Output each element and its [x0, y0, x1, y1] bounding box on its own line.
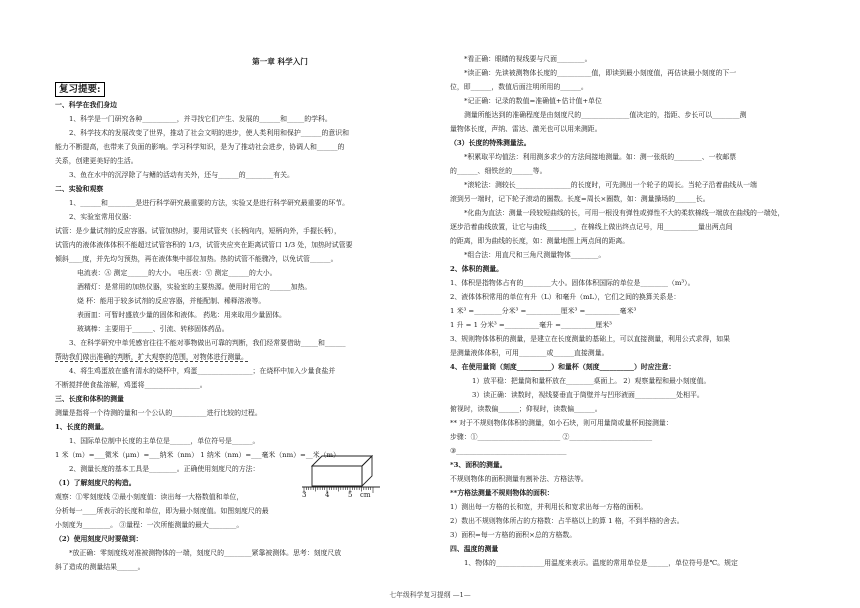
- text-line: 的距离，即为曲线的长度，如：测量地图上两点间的距离。: [450, 237, 630, 245]
- text-line: *滚轮法：测较长________________的长度时，可先测出一个轮子的周长。当轮子沿着曲线从一端: [464, 181, 757, 189]
- text-line: 关系，创建更美好的生活。: [55, 157, 138, 165]
- text-line: 试管：是少量试剂的反应容器。试管加热时，要用试管夹（长柄向内，短柄向外，手握长柄），: [55, 227, 341, 235]
- text-line: 烧 杯：能用于较多试剂的反应容器，并能配制、稀释溶液等。: [77, 297, 266, 305]
- text-line: 步骤：①________________________ ②________________________: [450, 433, 653, 441]
- text-line: 试管内的液体液体体积不能超过试管容积的 1/3，试管夹应夹在距离试管口 1/3 处，加热时试管要: [55, 241, 353, 249]
- text-line: 位，即______，数值后面注明所用的______。: [450, 83, 588, 91]
- review-heading: 复习提要:: [55, 82, 105, 97]
- section-heading: 2、体积的测量。: [450, 265, 504, 273]
- text-line: 2、科学技术的发展改变了世界，推动了社会文明的进步，使人类利用和保护______的意识和: [69, 129, 350, 137]
- text-line: 2、实验室常用仪器：: [69, 213, 136, 221]
- text-line: 不规则物体的面积测量有割补法、方格法等。: [450, 475, 588, 483]
- text-line: 不断搅拌使食盐溶解，鸡蛋将________________。: [55, 381, 207, 389]
- text-line: 3）读正确：读数时，视线要垂直于筒壁并与凹形液面____________处相平。: [472, 391, 704, 399]
- text-line: *看正确：眼睛的视线要与尺面________。: [464, 55, 592, 63]
- section-heading: 1、长度的测量。: [55, 423, 109, 431]
- text-line: 测量是指将一个待测的量和一个公认的__________进行比较的过程。: [55, 409, 262, 417]
- section-heading: **方格法测量不规则物体的面积：: [450, 489, 554, 497]
- ruler-diagram: [298, 450, 382, 500]
- left-lines: [55, 98, 440, 574]
- text-line: ** 对于不规则物体体积的测量，如小石块，则可用量筒或量杯间接测量：: [450, 419, 673, 427]
- text-line: 1 升 = 1 分米³ =__________毫升 =__________厘米³: [450, 321, 612, 329]
- text-line: 4、将生鸡蛋放在盛有清水的烧杯中，鸡蛋________________；在烧杯中加入少量食盐并: [69, 367, 336, 375]
- section-heading: 二、实验和观察: [55, 185, 104, 193]
- text-line: 3、在科学研究中单凭感官往往不能对事物做出可靠的判断，我们经常要借助_____和______: [69, 339, 346, 347]
- text-line: 的______、细铁丝的______等。: [450, 167, 547, 175]
- left-column: [55, 52, 440, 574]
- text-line: 观察：①零刻度线 ②最小刻度值：读出每一大格数值和单位，: [55, 493, 244, 501]
- text-line: 能力不断提高，也带来了负面的影响。学习科学知识，是为了推动社会进步，协调人和______的: [55, 143, 345, 151]
- text-line: 2）数出不规则物体所占的方格数：占半格以上的算 1 格，不到半格的舍去。: [450, 517, 684, 525]
- text-line: 斜了造成的测量结果______。: [55, 563, 145, 571]
- right-lines: [450, 52, 830, 570]
- ruler-label-5: 5: [348, 491, 353, 499]
- text-line: 1、体积是指物体占有的________大小。固体体积国际的单位是________（m³）。: [450, 279, 695, 287]
- text-line: 1 米（m）=___微米（μm）=___纳米（nm） 1 纳米（nm）=___毫米（nm）=__米（m）: [55, 451, 340, 459]
- section-heading: 四、温度的测量: [450, 545, 499, 553]
- text-line: 小刻度为________。 ③量程：一次所能测量的最大________。: [55, 521, 244, 529]
- section-heading: 三、长度和体积的测量: [55, 395, 124, 403]
- text-line: 测量所能达到的准确程度是由刻度尺的______________值决定的，指距、步长可以________测: [464, 111, 747, 119]
- text-line: *放正确：零刻度线对准被测物体的一端，刻度尺的________紧靠被测体。思考：刻度尺放: [69, 549, 342, 557]
- text-line: 1、______和________是进行科学研究最重要的方法，实验又是进行科学研究最重要的环节。: [69, 199, 350, 207]
- text-line: 玻璃棒：主要用于______、引流、转移固体药品。: [77, 325, 229, 333]
- text-line: 3、规则物体体积的测量，是建立在长度测量的基础上，可以直接测量，利用公式求得，如果: [450, 335, 731, 343]
- text-line: ③________________________________: [450, 447, 567, 455]
- section-heading: 4、在使用量筒（刻度__________）和量杯（刻度__________）时应注意：: [450, 363, 676, 371]
- text-line: 电流表：Ⓐ 测定______的大小。 电压表：Ⓥ 测定______的大小。: [77, 269, 277, 277]
- text-line: 酒精灯：是常用的加热仪器，实验室的主要热源。使用时用它的______加热。: [77, 283, 312, 291]
- text-line: 俯视时，读数偏______；仰视时，读数偏______。: [450, 405, 602, 413]
- right-column: [450, 52, 830, 570]
- section-heading: （3）长度的特殊测量法。: [450, 139, 531, 147]
- text-line: 2、测量长度的基本工具是________。正确使用刻度尺的方法：: [69, 465, 260, 473]
- text-line: *记正确：记录的数值=准确值+估计值+单位: [464, 97, 602, 105]
- section-heading: *3、面积的测量。: [450, 461, 507, 469]
- text-line: 3、鱼在水中的沉浮除了与鳍的活动有关外，还与______的________有关。: [69, 171, 294, 179]
- section-heading: 一、科学在我们身边: [55, 101, 118, 109]
- text-line: 分析每一____所表示的长度和单位，即为最小刻度值。如图刻度尺的最: [55, 507, 269, 515]
- underlined-text: 帮助我们做出准确的判断，扩大观察的范围，对物体进行测量。: [55, 353, 248, 361]
- text-line: 量物体长度，声纳、雷达、激光也可以用来测距。: [450, 125, 602, 133]
- text-line: 表面皿：可暂时盛放少量的固体和液体。 药匙：用来取用少量固体。: [77, 311, 286, 319]
- block-shape: [312, 456, 372, 486]
- text-line: 1、国际单位制中长度的主单位是______，单位符号是______。: [69, 437, 260, 445]
- ruler-label-3: 3: [302, 491, 307, 499]
- text-line: 是测量液体体积，可用________或______直接测量。: [450, 349, 609, 357]
- text-line: 1、物体的______________用温度来表示。温度的常用单位是______，单位符号是℃。规定: [464, 559, 738, 567]
- text-line: 1、科学是一门研究各种__________，并寻找它们产生、发展的______和_____的学科。: [69, 115, 332, 123]
- text-line: 倾斜____度，并先均匀预热，再在液体集中部位加热。热的试管不能骤冷，以免试管______。: [55, 255, 338, 263]
- text-line: *积累取平均值法：利用测多求少的方法间接地测量。如：测一张纸的________、一枚邮票: [464, 153, 737, 161]
- text-line: 1）放平稳：把量筒和量杯放在________桌面上。 2）观察量程和最小刻度值。: [472, 377, 711, 385]
- text-line: 2、液体体积常用的单位有升（L）和毫升（mL），它们之间的换算关系是：: [450, 293, 681, 301]
- section-heading: （2）使用刻度尺时要做到：: [55, 535, 143, 543]
- ruler-unit: cm: [360, 491, 371, 499]
- text-line: [55, 350, 440, 364]
- text-line: *读正确：先读被测物体长度的__________值，即读到最小刻度值，再估读最小刻度的下一: [464, 69, 737, 77]
- page-title: 第一章 科学入门: [252, 57, 308, 66]
- text-line: 滚到另一端时，记下轮子滚动的圈数。长度=周长×圈数，如：测量操场的______长。: [450, 195, 710, 203]
- text-line: 3）面积=每一方格的面积×总的方格数。: [450, 531, 577, 539]
- text-line: *化曲为直法：测量一段较短曲线的长，可用一根没有弹性或弹性不大的柔软棉线一端放在曲线的一端处，: [464, 209, 785, 217]
- page-footer: 七年级科学复习提纲 —1—: [389, 591, 471, 599]
- text-line: 1 米³ =________分米³ =__________厘米³ =__________毫米³: [450, 307, 637, 315]
- text-line: 1）测出每一方格的长和宽，并利用长和宽求出每一方格的面积。: [450, 503, 648, 511]
- text-line: *组合法：用直尺和三角尺测量物体________。: [464, 251, 606, 259]
- text-line: 逐步沿着曲线放置，让它与曲线________，在棉线上做出终点记号，用__________量出两点间: [450, 223, 733, 231]
- section-heading: （1）了解刻度尺的构造。: [55, 479, 136, 487]
- ruler-label-4: 4: [325, 491, 330, 499]
